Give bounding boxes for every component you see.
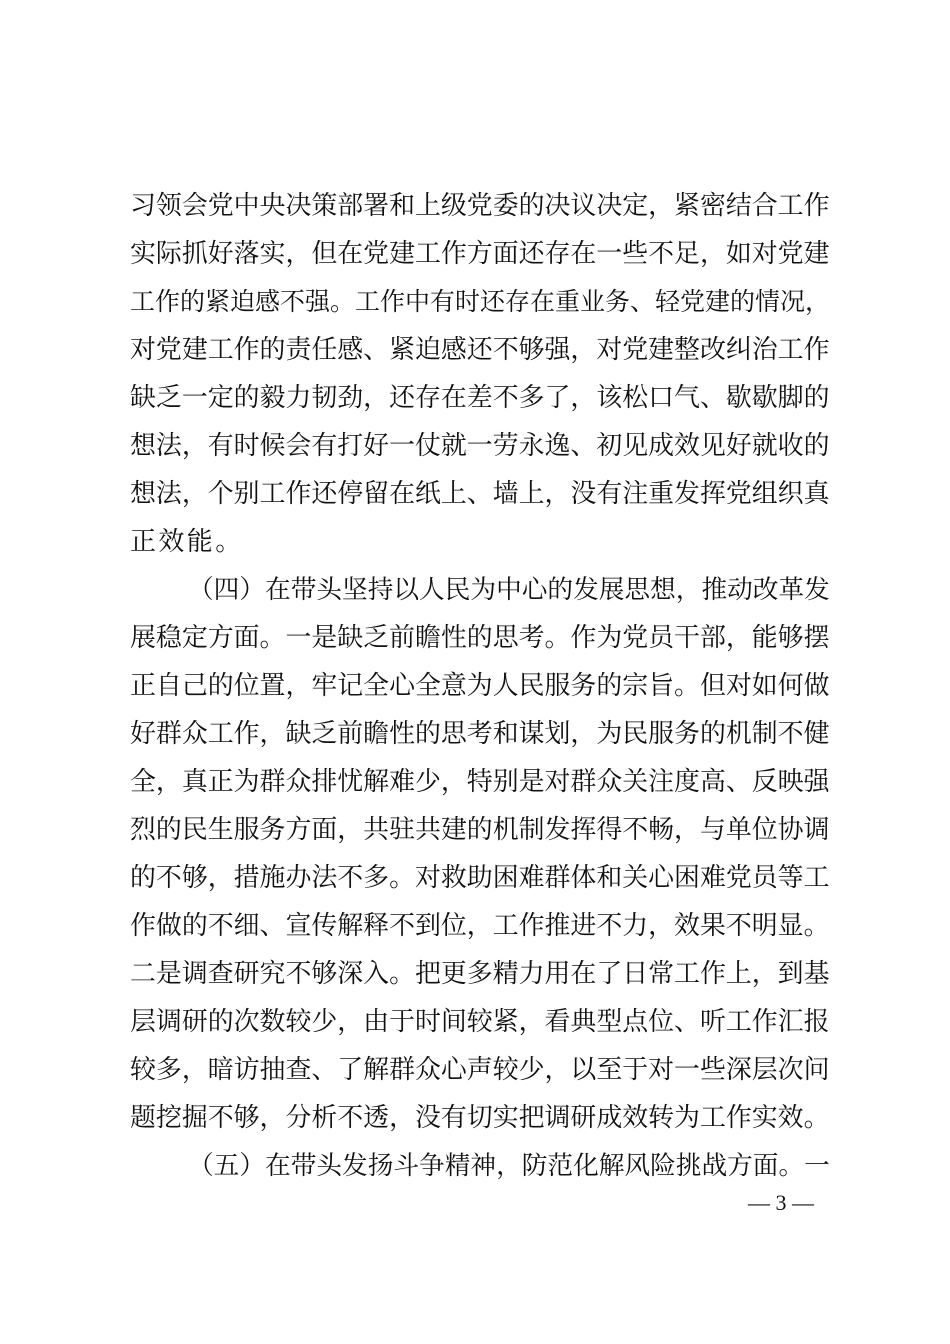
text-line-16: 作做的不细、宣传解释不到位，工作推进不力，效果不明显。 <box>130 911 830 941</box>
text-line-6: 想法，有时候会有打好一仗就一劳永逸、初见成效见好就收的 <box>130 431 830 461</box>
text-line-14: 烈的民生服务方面，共驻共建的机制发挥得不畅，与单位协调 <box>130 815 830 845</box>
text-line-1: 习领会党中央决策部署和上级党委的决议决定，紧密结合工作 <box>130 191 830 221</box>
text-line-20: 题挖掘不够，分析不透，没有切实把调研成效转为工作实效。 <box>130 1103 830 1133</box>
text-line-17: 二是调查研究不够深入。把更多精力用在了日常工作上，到基 <box>130 959 830 989</box>
text-line-2: 实际抓好落实，但在党建工作方面还存在一些不足，如对党建 <box>130 239 830 269</box>
text-line-15: 的不够，措施办法不多。对救助困难群体和关心困难党员等工 <box>130 863 830 893</box>
text-line-18: 层调研的次数较少，由于时间较紧，看典型点位、听工作汇报 <box>130 1007 830 1037</box>
text-line-4: 对党建工作的责任感、紧迫感还不够强，对党建整改纠治工作 <box>130 335 830 365</box>
text-line-8: 正效能。 <box>130 527 244 557</box>
text-line-5: 缺乏一定的毅力韧劲，还存在差不多了，该松口气、歇歇脚的 <box>130 383 830 413</box>
text-line-12: 好群众工作，缺乏前瞻性的思考和谋划，为民服务的机制不健 <box>130 719 830 749</box>
text-line-7: 想法，个别工作还停留在纸上、墙上，没有注重发挥党组织真 <box>130 479 830 509</box>
text-line-19: 较多，暗访抽查、了解群众心声较少，以至于对一些深层次问 <box>130 1055 830 1085</box>
section-heading-5: （五）在带头发扬斗争精神，防范化解风险挑战方面。一 <box>188 1151 830 1181</box>
text-line-13: 全，真正为群众排忧解难少，特别是对群众关注度高、反映强 <box>130 767 830 797</box>
text-line-10: 展稳定方面。一是缺乏前瞻性的思考。作为党员干部，能够摆 <box>130 623 830 653</box>
section-heading-4: （四）在带头坚持以人民为中心的发展思想，推动改革发 <box>188 575 830 605</box>
page-number: — 3 — <box>748 1190 814 1215</box>
text-line-11: 正自己的位置，牢记全心全意为人民服务的宗旨。但对如何做 <box>130 671 830 701</box>
text-line-3: 工作的紧迫感不强。工作中有时还存在重业务、轻党建的情况， <box>130 287 831 316</box>
